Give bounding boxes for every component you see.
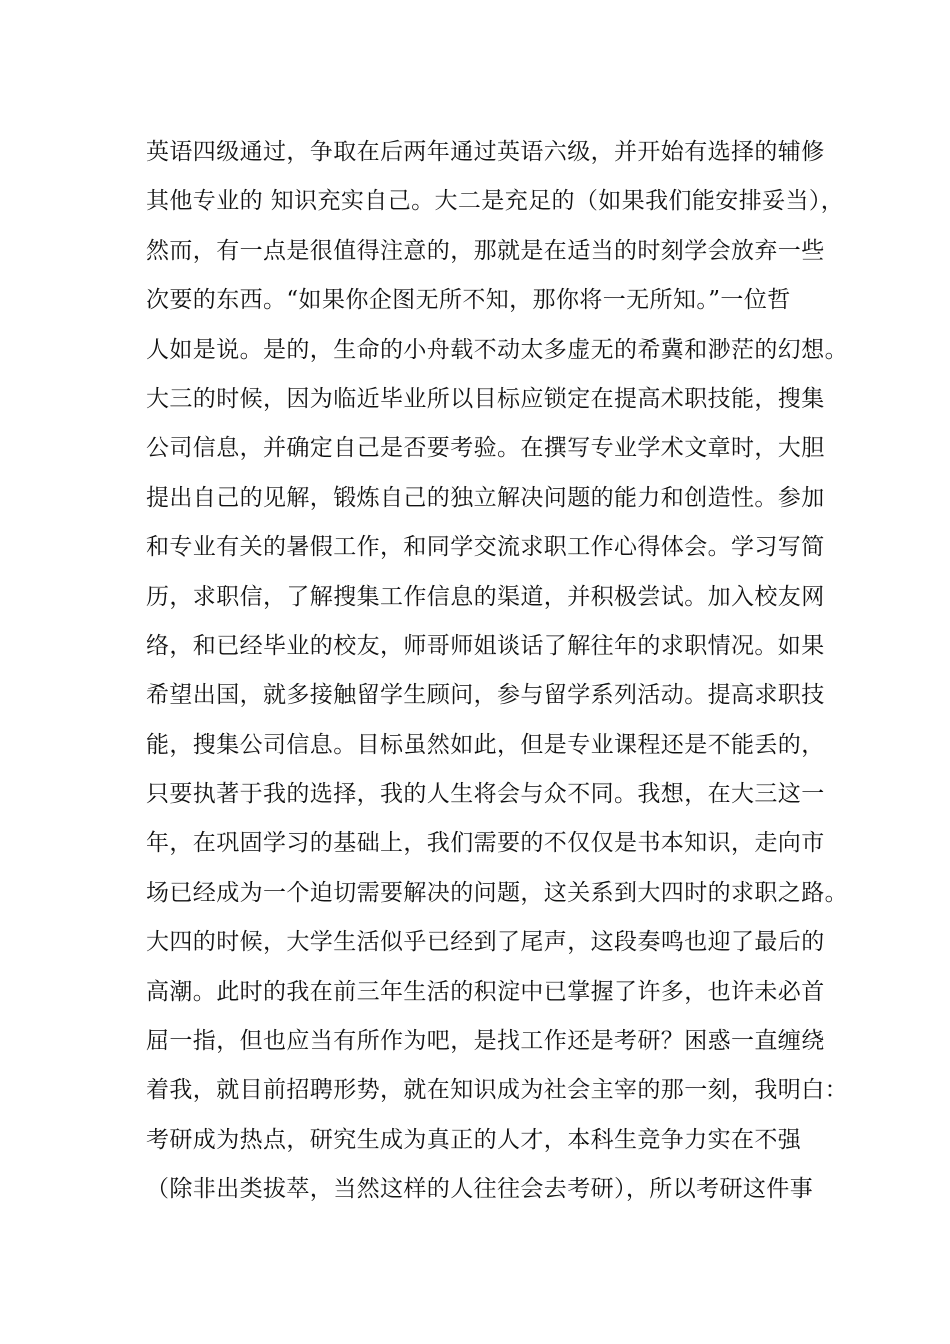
text-line: 然而，有一点是很值得注意的，那就是在适当的时刻学会放弃一些 xyxy=(146,237,825,264)
text-line: 能，搜集公司信息。目标虽然如此，但是专业课程还是不能丢的， xyxy=(146,731,825,758)
text-line: 着我，就目前招聘形势，就在知识成为社会主宰的那一刻，我明白： xyxy=(146,1077,848,1104)
text-line: 屈一指，但也应当有所作为吧，是找工作还是考研？困惑一直缠绕 xyxy=(146,1028,825,1055)
body-text xyxy=(146,128,846,1215)
text-line: 英语四级通过，争取在后两年通过英语六级，并开始有选择的辅修 xyxy=(146,139,825,165)
text-line: （除非出类拔萃，当然这样的人往往会去考研），所以考研这件事 xyxy=(146,1176,814,1203)
text-line: 大三的时候，因为临近毕业所以目标应锁定在提高术职技能，搜集 xyxy=(146,385,825,412)
text-line: 年，在巩固学习的基础上，我们需要的不仅仅是书本知识，走向市 xyxy=(146,830,825,857)
text-line: 希望出国，就多接触留学生顾问，参与留学系列活动。提高求职技 xyxy=(146,682,825,709)
text-line: 人如是说。是的，生命的小舟载不动太多虚无的希冀和渺茫的幻想。 xyxy=(146,336,848,363)
text-line: 只要执著于我的选择，我的人生将会与众不同。我想，在大三这一 xyxy=(146,781,825,808)
text-line: 和专业有关的暑假工作，和同学交流求职工作心得体会。学习写简 xyxy=(146,534,825,561)
text-line: 大四的时候，大学生活似乎已经到了尾声，这段奏鸣也迎了最后的 xyxy=(146,929,825,956)
text-line: 公司信息，并确定自己是否要考验。在撰写专业学术文章时，大胆 xyxy=(146,435,825,462)
text-line: 提出自己的见解，锻炼自己的独立解决问题的能力和创造性。参加 xyxy=(146,484,825,511)
text-line: 次要的东西。“如果你企图无所不知，那你将一无所知。”一位哲 xyxy=(146,287,791,314)
text-line: 历，求职信，了解搜集工作信息的渠道，并积极尝试。加入校友网 xyxy=(146,583,825,610)
text-line: 其他专业的 知识充实自己。大二是充足的（如果我们能安排妥当）， xyxy=(146,188,845,215)
text-line: 络，和已经毕业的校友，师哥师姐谈话了解往年的求职情况。如果 xyxy=(146,632,825,659)
text-line: 考研成为热点，研究生成为真正的人才，本科生竞争力实在不强 xyxy=(146,1126,802,1153)
text-line: 场已经成为一个迫切需要解决的问题，这关系到大四时的求职之路。 xyxy=(146,879,848,906)
text-line: 高潮。此时的我在前三年生活的积淀中已掌握了许多，也许未必首 xyxy=(146,978,825,1005)
